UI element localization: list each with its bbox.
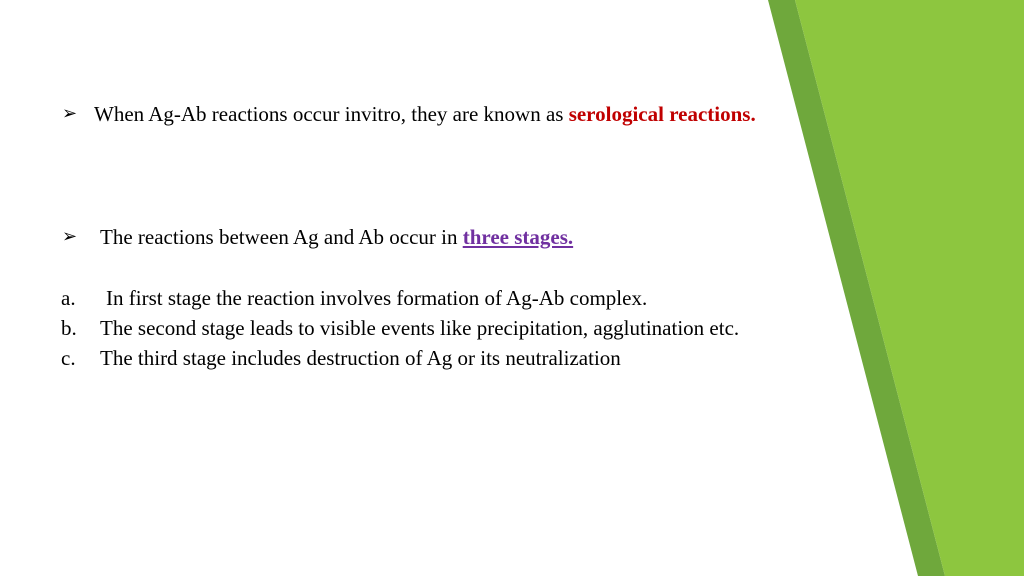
list-item-marker: a. xyxy=(61,286,76,310)
list-item-text: The second stage leads to visible events like precipitation, agglutination etc. xyxy=(100,316,740,340)
bullet-highlight-three-stages: three stages. xyxy=(462,225,574,249)
bullet-plain-text: The reactions between Ag and Ab occur in xyxy=(100,225,463,249)
bullet-three-stages xyxy=(62,222,762,252)
stages-list xyxy=(61,283,781,373)
list-item-marker: c. xyxy=(61,346,76,370)
list-item-text: In first stage the reaction involves formation of Ag-Ab complex. xyxy=(106,286,648,310)
list-item-text: The third stage includes destruction of Ag or its neutralization xyxy=(100,346,621,370)
bullet-serological-reactions xyxy=(62,99,802,129)
bullet-plain-text: When Ag-Ab reactions occur invitro, they are known as xyxy=(94,102,569,126)
list-item xyxy=(61,283,781,313)
list-item-marker: b. xyxy=(61,316,77,340)
arrowhead-bullet-icon: ➢ xyxy=(62,226,78,247)
bullet-highlight-serological-reactions: serological reactions. xyxy=(568,102,756,126)
arrowhead-bullet-icon: ➢ xyxy=(62,103,78,124)
bullet-text xyxy=(100,222,762,252)
list-item xyxy=(61,313,781,343)
list-item xyxy=(61,343,781,373)
bullet-text xyxy=(94,99,802,129)
